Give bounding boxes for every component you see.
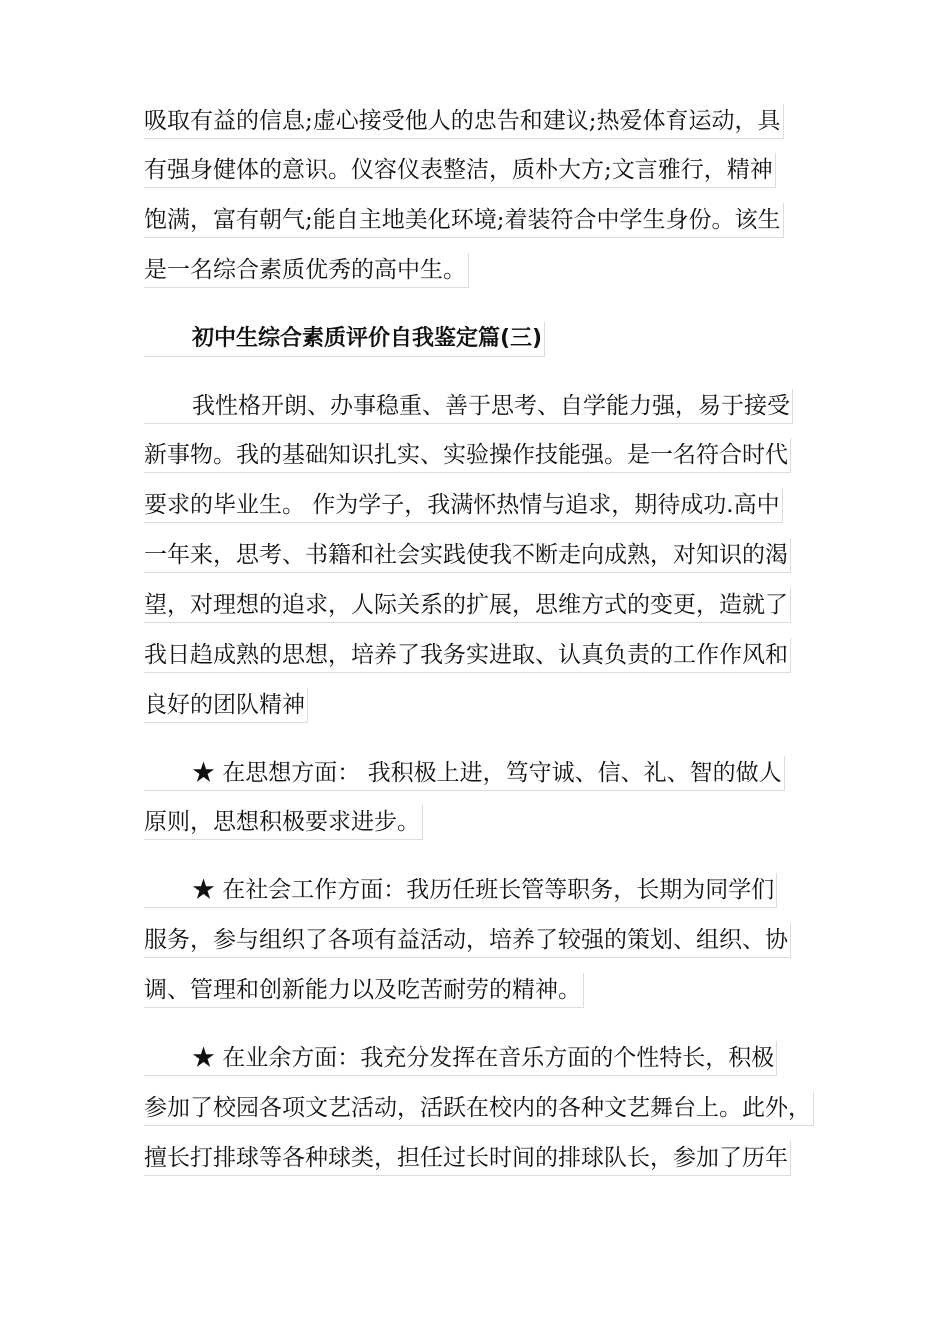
text-line: 饱满，富有朝气;能自主地美化环境;着装符合中学生身份。该生 [144, 203, 784, 238]
text-line: 调、管理和创新能力以及吃苦耐劳的精神。 [144, 973, 584, 1008]
bullet-line: ★ 在业余方面：我充分发挥在音乐方面的个性特长，积极 [144, 1041, 777, 1076]
text-line: 一年来，思考、书籍和社会实践使我不断走向成熟，对知识的渴 [144, 538, 791, 573]
text-line: 望，对理想的追求，人际关系的扩展，思维方式的变更，造就了 [144, 588, 791, 623]
text-line: 要求的毕业生。 作为学子，我满怀热情与追求，期待成功.高中 [144, 488, 783, 523]
text-line: 参加了校园各项文艺活动，活跃在校内的各种文艺舞台上。此外， [144, 1091, 814, 1126]
section-heading: 初中生综合素质评价自我鉴定篇(三) [144, 322, 545, 357]
text-line: 我日趋成熟的思想，培养了我务实进取、认真负责的工作作风和 [144, 638, 791, 673]
text-line: 擅长打排球等各种球类，担任过长时间的排球队长，参加了历年 [144, 1141, 791, 1176]
text-line: 我性格开朗、办事稳重、善于思考、自学能力强，易于接受 [144, 389, 793, 424]
text-line: 是一名综合素质优秀的高中生。 [144, 253, 469, 288]
text-line: 良好的团队精神 [144, 688, 308, 723]
bullet-line: ★ 在思想方面： 我积极上进，笃守诚、信、礼、智的做人 [144, 756, 785, 791]
text-line: 服务，参与组织了各项有益活动，培养了较强的策划、组织、协 [144, 923, 791, 958]
bullet-line: ★ 在社会工作方面：我历任班长管等职务，长期为同学们 [144, 873, 777, 908]
text-line: 有强身健体的意识。仪容仪表整洁，质朴大方;文言雅行，精神 [144, 153, 776, 188]
text-line: 原则，思想积极要求进步。 [144, 805, 423, 840]
text-line: 吸取有益的信息;虚心接受他人的忠告和建议;热爱体育运动，具 [144, 104, 784, 139]
text-line: 新事物。我的基础知识扎实、实验操作技能强。是一名符合时代 [144, 438, 791, 473]
